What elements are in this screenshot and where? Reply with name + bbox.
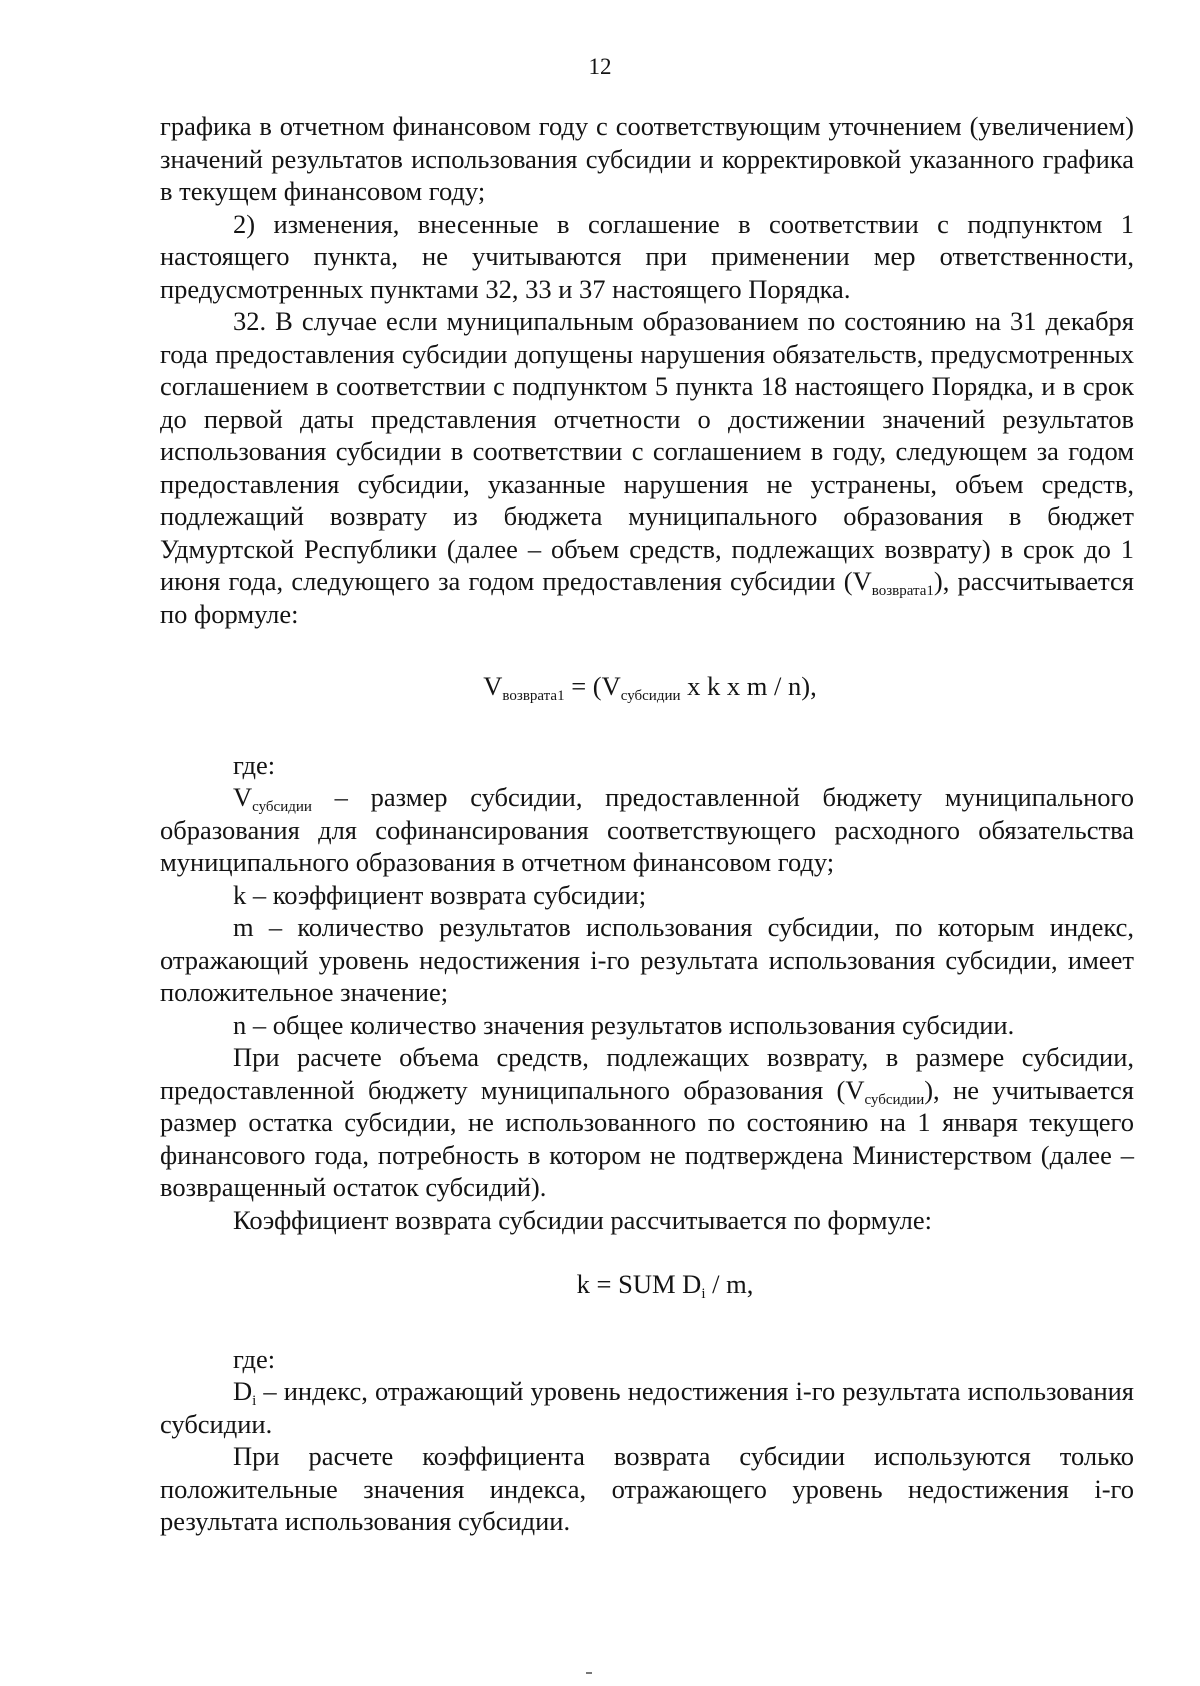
where-label-1: где:	[233, 749, 276, 780]
def-v-symbol: V	[233, 782, 253, 812]
formula2-subscript: i	[701, 1286, 706, 1302]
paragraph-32-text: 32. В случае если муниципальным образованием по состоянию на 31 декабря года предоставления субсидии допущены нарушения обязательств, предусмотренных соглашением в соответствии с подпунктом 5 пункта 18 настоящего Порядка, и в срок до первой даты представления отчетности о достижении значений результатов использования субсидии в соответствии с соглашением в году, следующем за годом предоставления субсидии, указанные нарушения не устранены, объем средств, подлежащий возврату из бюджета муниципального образования в бюджет Удмуртской Республики (далее – объем средств, подлежащих возврату) в срок до 1 июня года, следующего за годом предоставления субсидии (	[160, 306, 1134, 596]
def-d-text: – индекс, отражающий уровень недостижения i-го результата использования субсидии.	[160, 1376, 1134, 1439]
formula1-rest: x k x m / n),	[680, 671, 817, 701]
definition-d	[160, 1375, 1134, 1440]
def-v-text: – размер субсидии, предоставленной бюджету муниципального образования для софинансирования соответствующего расходного обязательства муниципального образования в отчетном финансовом году;	[160, 782, 1134, 877]
def-d-symbol: D	[233, 1376, 253, 1406]
calc-text-tail: ), не учитывается размер остатка субсидии, не использованного по состоянию на 1 января текущего финансового года, потребность в котором не подтверждена Министерством (далее – возвращенный остаток субсидий).	[160, 1074, 1134, 1202]
paragraph-subitem-2: 2) изменения, внесенные в соглашение в соответствии с подпунктом 1 настоящего пункта, не учитываются при применении мер ответственности, предусмотренных пунктами 32, 33 и 37 настоящего Порядка.	[160, 208, 1134, 304]
paragraph-32	[160, 305, 1134, 630]
paragraph-final: При расчете коэффициента возврата субсидии используются только положительные значения индекса, отражающего уровень недостижения i-го результата использования субсидии.	[160, 1441, 1134, 1536]
formula1-mid: = (V	[564, 671, 621, 701]
calc-text: При расчете объема средств, подлежащих возврату, в размере субсидии, предоставленной бюджету муниципального образования (	[160, 1042, 1134, 1105]
document-body	[160, 110, 1134, 1538]
calc-v-symbol: V	[845, 1074, 865, 1105]
v-return-symbol: V	[852, 566, 872, 596]
definition-n: n – общее количество значения результатов использования субсидии.	[233, 1009, 1015, 1040]
v-return-subscript: возврата1	[871, 583, 934, 599]
def-v-subscript: субсидии	[252, 799, 312, 815]
definition-m: m – количество результатов использования субсидии, по которым индекс, отражающий уровень недостижения i-го результата использования субсидии, имеет положительное значение;	[160, 912, 1134, 1007]
paragraph-32-tail: ), рассчитывается по формуле:	[160, 566, 1134, 629]
formula2-lhs: k = SUM D	[576, 1269, 702, 1299]
formula1-lhs-subscript: возврата1	[502, 688, 565, 704]
formula-coefficient	[160, 1236, 1134, 1343]
definition-k: k – коэффициент возврата субсидии;	[233, 879, 647, 910]
calc-v-subscript: субсидии	[864, 1091, 925, 1108]
formula1-lhs: V	[483, 671, 503, 701]
formula2-rest: / m,	[705, 1269, 754, 1299]
formula-return-volume	[160, 630, 1134, 749]
definition-v-subsidy	[160, 781, 1134, 879]
def-d-subscript: i	[252, 1393, 257, 1409]
formula1-rhs-subscript: субсидии	[620, 688, 681, 704]
page-number: 12	[588, 54, 612, 79]
scan-mark	[586, 1672, 592, 1674]
where-label-2: где:	[233, 1343, 276, 1374]
paragraph-continuation: графика в отчетном финансовом году с соответствующим уточнением (увеличением) значений результатов использования субсидии и корректировкой указанного графика в текущем финансовом году;	[160, 111, 1134, 206]
paragraph-coefficient: Коэффициент возврата субсидии рассчитывается по формуле:	[233, 1204, 933, 1235]
paragraph-calculation	[160, 1041, 1134, 1204]
